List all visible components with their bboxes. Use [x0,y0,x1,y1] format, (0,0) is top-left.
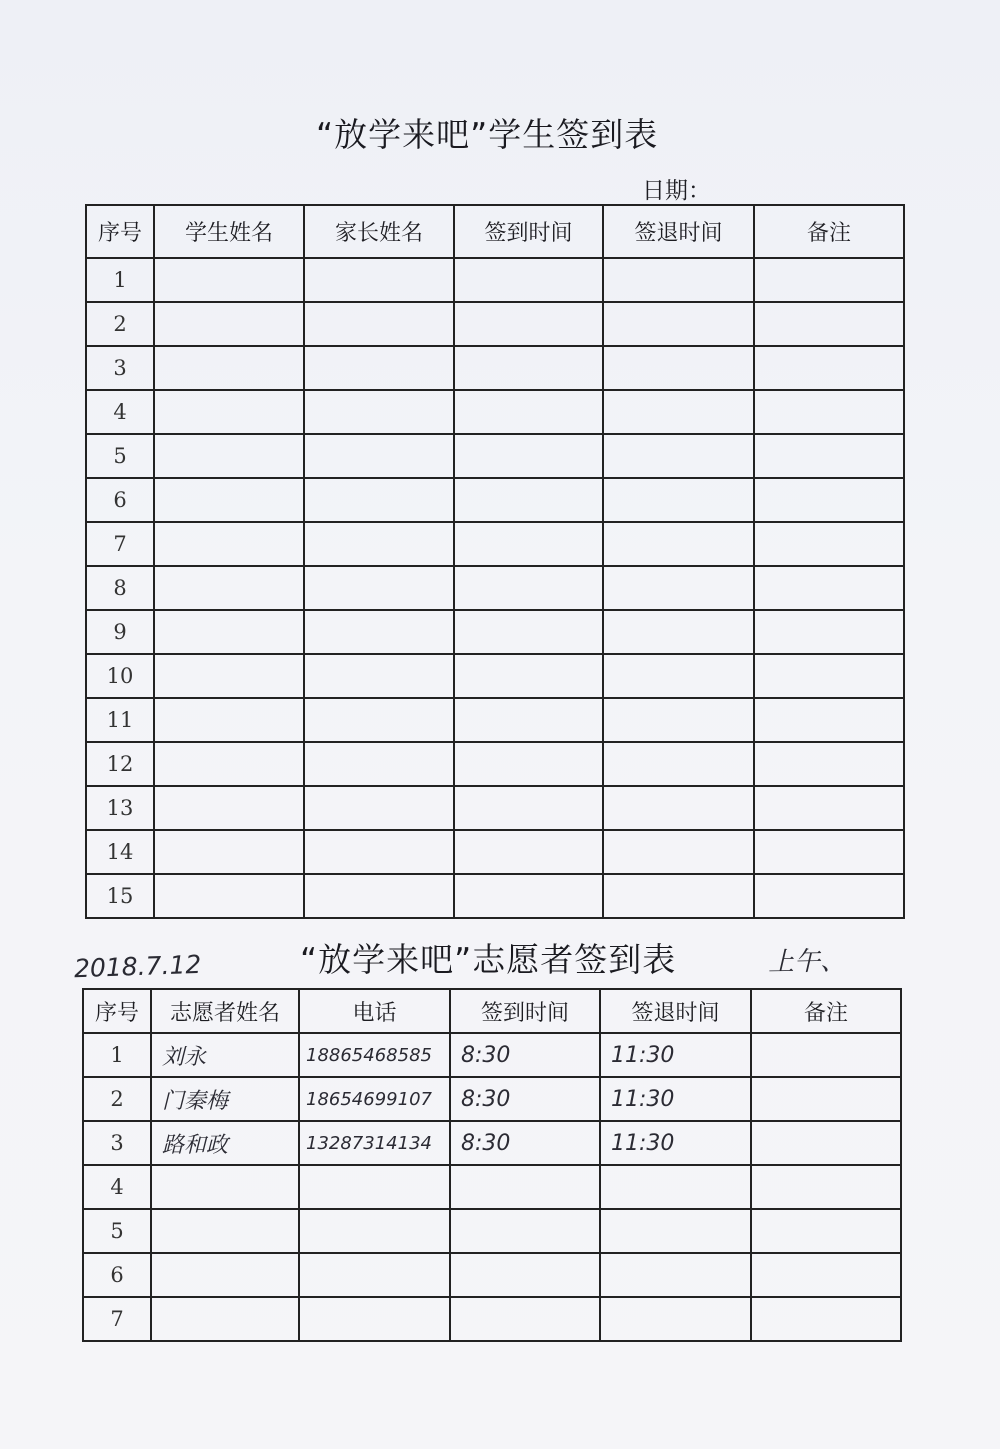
phone-cell: 18654699107 [299,1077,450,1121]
student-name-cell [154,874,304,918]
phone-cell [299,1297,450,1341]
parent-name-cell [304,258,454,302]
student-sign-in-table [85,204,905,919]
serial-cell: 1 [83,1033,151,1077]
student-name-cell [154,786,304,830]
serial-cell: 7 [86,522,154,566]
sign-out-time-cell [603,434,754,478]
student-name-cell [154,258,304,302]
note-cell [754,874,904,918]
header-cell-sign-out-time: 签退时间 [600,989,751,1033]
volunteer-table-header-row [83,989,901,1033]
student-name-cell [154,390,304,434]
header-cell-sign-out-time: 签退时间 [603,205,754,258]
sign-out-time-cell [600,1165,751,1209]
header-cell-note: 备注 [751,989,901,1033]
student-name-cell [154,742,304,786]
phone-cell: 13287314134 [299,1121,450,1165]
sign-in-time-cell: 8:30 [450,1121,600,1165]
table-row [86,434,904,478]
note-cell [751,1165,901,1209]
header-cell-serial: 序号 [86,205,154,258]
volunteer-name-cell [151,1297,299,1341]
table-row [83,1297,901,1341]
note-cell [754,566,904,610]
volunteer-table-body [83,1033,901,1341]
table-row [86,522,904,566]
volunteer-name-cell: 路和政 [151,1121,299,1165]
note-cell [754,390,904,434]
student-name-cell [154,522,304,566]
table-row [86,302,904,346]
note-cell [751,1253,901,1297]
table-row [83,1165,901,1209]
header-cell-phone: 电话 [299,989,450,1033]
table-row [86,698,904,742]
serial-cell: 13 [86,786,154,830]
note-cell [754,478,904,522]
serial-cell: 4 [86,390,154,434]
note-cell [751,1297,901,1341]
serial-cell: 6 [86,478,154,522]
header-cell-sign-in-time: 签到时间 [450,989,600,1033]
parent-name-cell [304,434,454,478]
table-row [86,390,904,434]
student-name-cell [154,610,304,654]
sign-out-time-cell [603,522,754,566]
sign-in-time-cell [450,1165,600,1209]
sign-in-time-cell [454,390,603,434]
parent-name-cell [304,302,454,346]
note-cell [754,346,904,390]
sign-in-time-cell [454,742,603,786]
sign-in-time-cell [454,522,603,566]
student-name-cell [154,698,304,742]
table-row [83,1253,901,1297]
sign-in-time-cell [454,478,603,522]
note-cell [754,830,904,874]
sign-out-time-cell [603,698,754,742]
note-cell [754,522,904,566]
sign-in-time-cell [454,830,603,874]
table-row [86,786,904,830]
sign-in-time-cell [450,1209,600,1253]
date-label: 日期： [642,178,711,204]
serial-cell: 8 [86,566,154,610]
header-cell-student-name: 学生姓名 [154,205,304,258]
parent-name-cell [304,698,454,742]
parent-name-cell [304,610,454,654]
serial-cell: 1 [86,258,154,302]
serial-cell: 2 [83,1077,151,1121]
sign-out-time-cell [603,874,754,918]
parent-name-cell [304,522,454,566]
student-sheet-title: “放学来吧”学生签到表 [316,115,659,154]
note-cell [751,1077,901,1121]
phone-cell [299,1165,450,1209]
header-cell-volunteer-name: 志愿者姓名 [151,989,299,1033]
table-row [86,654,904,698]
sign-in-time-cell: 8:30 [450,1077,600,1121]
note-cell [754,786,904,830]
parent-name-cell [304,390,454,434]
sign-out-time-cell [603,478,754,522]
header-cell-note: 备注 [754,205,904,258]
sign-in-time-cell [454,434,603,478]
student-name-cell [154,302,304,346]
header-cell-serial: 序号 [83,989,151,1033]
note-cell [754,434,904,478]
sign-in-time-cell [454,302,603,346]
serial-cell: 5 [86,434,154,478]
sign-in-time-cell [454,610,603,654]
serial-cell: 6 [83,1253,151,1297]
student-name-cell [154,346,304,390]
table-row [86,478,904,522]
student-name-cell [154,566,304,610]
volunteer-name-cell [151,1209,299,1253]
note-cell [754,610,904,654]
phone-cell [299,1253,450,1297]
table-row [83,1077,901,1121]
serial-cell: 10 [86,654,154,698]
table-row [86,830,904,874]
note-cell [751,1209,901,1253]
sign-out-time-cell [603,610,754,654]
table-row [86,258,904,302]
sign-out-time-cell: 11:30 [600,1033,751,1077]
sign-in-time-cell [450,1253,600,1297]
volunteer-name-cell [151,1253,299,1297]
sign-out-time-cell [603,390,754,434]
sign-in-time-cell [454,346,603,390]
note-cell [751,1121,901,1165]
student-name-cell [154,830,304,874]
parent-name-cell [304,786,454,830]
sign-out-time-cell [603,654,754,698]
sign-in-time-cell [454,566,603,610]
serial-cell: 11 [86,698,154,742]
serial-cell: 2 [86,302,154,346]
serial-cell: 15 [86,874,154,918]
table-row [86,874,904,918]
sign-out-time-cell [600,1297,751,1341]
sign-out-time-cell [603,346,754,390]
parent-name-cell [304,742,454,786]
volunteer-name-cell [151,1165,299,1209]
table-row [86,566,904,610]
volunteer-name-cell: 刘永 [151,1033,299,1077]
sign-out-time-cell [603,566,754,610]
student-name-cell [154,654,304,698]
note-cell [754,698,904,742]
parent-name-cell [304,566,454,610]
parent-name-cell [304,346,454,390]
sign-out-time-cell [603,302,754,346]
sign-in-time-cell: 8:30 [450,1033,600,1077]
parent-name-cell [304,478,454,522]
sign-out-time-cell [603,786,754,830]
sign-out-time-cell [603,830,754,874]
student-table-header-row [86,205,904,258]
serial-cell: 3 [86,346,154,390]
table-row [86,346,904,390]
serial-cell: 9 [86,610,154,654]
parent-name-cell [304,874,454,918]
serial-cell: 14 [86,830,154,874]
parent-name-cell [304,830,454,874]
note-cell [754,258,904,302]
sign-in-time-cell [450,1297,600,1341]
serial-cell: 4 [83,1165,151,1209]
sign-out-time-cell [600,1209,751,1253]
sign-in-time-cell [454,654,603,698]
parent-name-cell [304,654,454,698]
sign-in-time-cell [454,786,603,830]
table-row [86,610,904,654]
phone-cell [299,1209,450,1253]
header-cell-sign-in-time: 签到时间 [454,205,603,258]
student-name-cell [154,434,304,478]
student-name-cell [154,478,304,522]
sign-out-time-cell: 11:30 [600,1077,751,1121]
sign-out-time-cell [603,258,754,302]
volunteer-sheet-title: “放学来吧”志愿者签到表 [300,940,677,979]
student-table-body [86,258,904,918]
table-row [86,742,904,786]
sign-in-time-cell [454,874,603,918]
note-cell [754,654,904,698]
sign-out-time-cell [600,1253,751,1297]
handwritten-date: 2018.7.12 [73,949,202,984]
phone-cell: 18865468585 [299,1033,450,1077]
note-cell [754,742,904,786]
header-cell-parent-name: 家长姓名 [304,205,454,258]
table-row [83,1033,901,1077]
note-cell [751,1033,901,1077]
volunteer-sign-in-table [82,988,902,1342]
handwritten-session: 上午、 [767,946,847,978]
sign-out-time-cell [603,742,754,786]
serial-cell: 12 [86,742,154,786]
volunteer-name-cell: 门秦梅 [151,1077,299,1121]
serial-cell: 3 [83,1121,151,1165]
sign-in-time-cell [454,258,603,302]
sign-out-time-cell: 11:30 [600,1121,751,1165]
table-row [83,1209,901,1253]
serial-cell: 5 [83,1209,151,1253]
serial-cell: 7 [83,1297,151,1341]
table-row [83,1121,901,1165]
note-cell [754,302,904,346]
sign-in-time-cell [454,698,603,742]
